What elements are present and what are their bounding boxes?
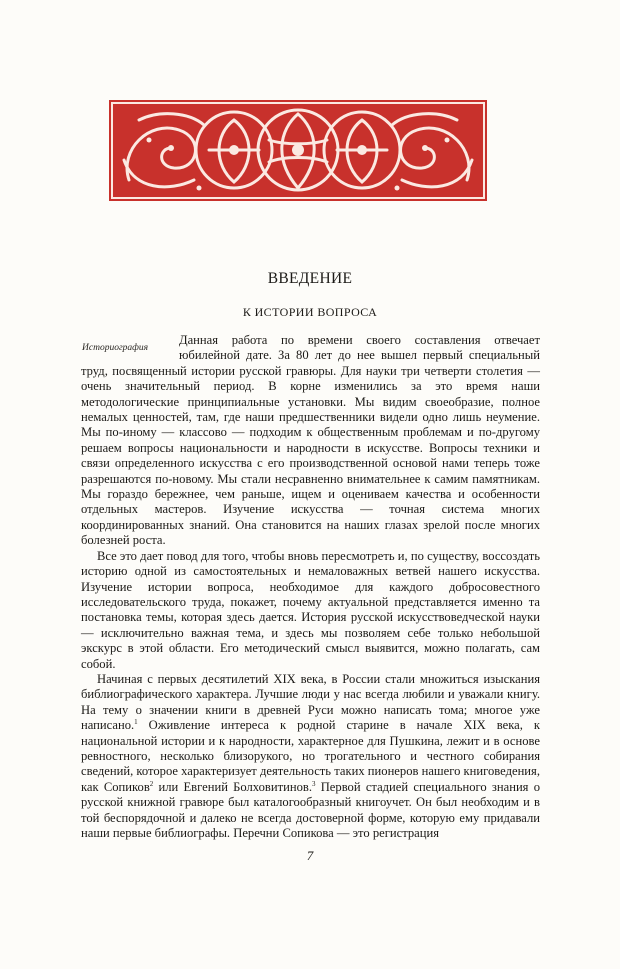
text-run: Начиная с первых десятилетий XIX века, в России стали множиться изыскания библиографического характера. Лучшие люди у нас всегда любили и уважали книгу. На тему о значении книги в древней Руси можно написать тома; многое уже написано. [81,671,540,733]
text-run: Первой стадией специального знания о русской книжной гравюре был каталогообразный книгоучет. Он был необходим и в той беспорядочной и далеко не всегда достоверной форме, которую ему придавали наши первые библиографы. Перечни Сопикова — это регистрация [81,779,540,840]
chapter-title: ВВЕДЕНИЕ [267,270,353,287]
paragraph [81,672,540,841]
text-run: Оживление интереса к родной старине в начале XIX века, к национальной истории и к народности, характерное для Пушкина, лежит и в основе ревностного, несколько близорукого, но трогательного и честного собирания сведений, которое характеризует деятельность таких пионеров нашего книговедения, как Сопиков [81,718,540,794]
paragraph: Данная работа по времени своего составления отвечает юбилейной дате. За 80 лет до нее вышел первый специальный труд, посвященный истории русской гравюры. Для науки три четверти столетия — очень значительный период. В корне изменились за это время наши методологические принципиальные установки. Мы видим своеобразие, полное немалых ценностей, там, где наши предшественники видели одно лишь неумение. Мы по-иному — классово — подходим к общественным проблемам и по-другому решаем вопросы национальности и народности в искусстве. Вопросы техники и связи определенного искусства с его производственной основой нами теперь тоже разрешаются по-новому. Мы стали несравненно внимательнее к самим памятникам. Мы гораздо бережнее, чем раньше, ищем и оцениваем качества и особенности отдельных мастеров. Изучение искусства — точная система многих координированных знаний. Она становится на наших глазах зрелой после многих болезней роста. [81,333,540,548]
footnote-ref: 2 [149,779,154,788]
page-number: 7 [306,848,314,863]
ornament-headpiece [109,100,487,201]
footnote-ref: 3 [311,779,316,788]
section-subtitle: К ИСТОРИИ ВОПРОСА [242,305,378,319]
text-run: или Евгений Болховитинов. [153,779,312,794]
footnote-ref: 1 [134,717,138,726]
margin-note: Историография [82,343,149,353]
body-text [81,333,540,841]
paragraph: Все это дает повод для того, чтобы вновь пересмотреть и, по существу, воссоздать историю одной из самостоятельных и немаловажных ветвей нашего искусства. Изучение истории вопроса, необходимое для каждого добросовестного исследовательского труда, покажет, почему актуальной представляется именно та постановка темы, которая здесь дается. История русской искусствоведческой науки — исключительно важная тема, и здесь мы позволяем себе только небольшой экскурс в этой области. Его методический смысл выявится, можно полагать, сам собой. [81,548,540,671]
